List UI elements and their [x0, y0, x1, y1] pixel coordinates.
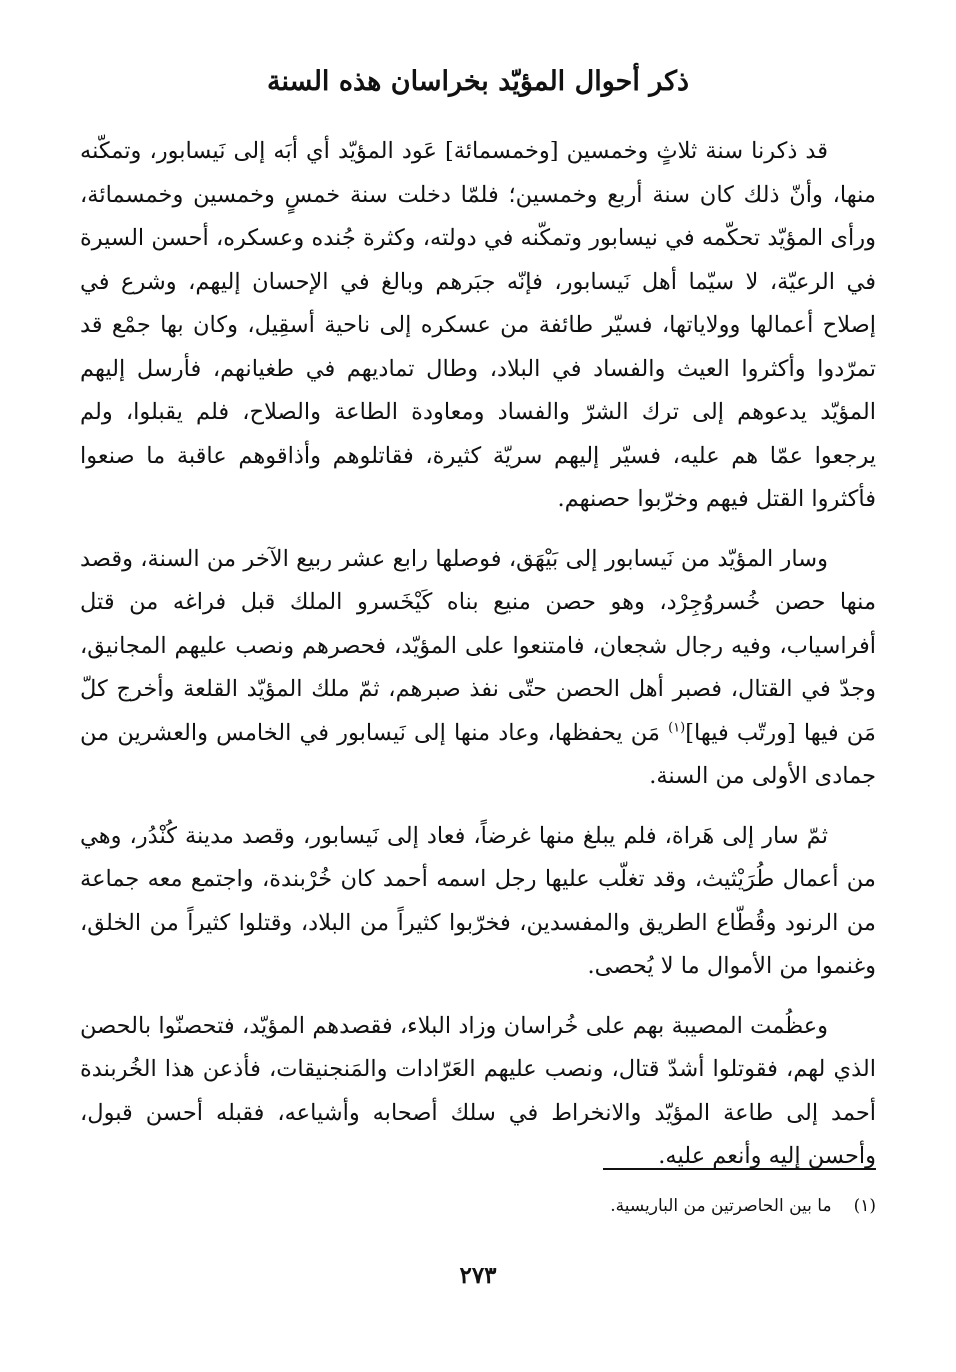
footnote-text: ما بين الحاصرتين من الباريسية.: [610, 1196, 832, 1216]
paragraph-2: [80, 538, 876, 799]
paragraph-1: [80, 130, 876, 522]
paragraph-3-text: ثمّ سار إلى هَراة، فلم يبلغ منها غرضاً، فعاد إلى نَيسابور، وقصد مدينة كُنْدُر، وهي من أعمال طُرَيْثيث، وقد تغلّب عليها رجل اسمه أحمد كان خُرْبندة، واجتمع معه جماعة من الرنود وقُطّاع الطريق والمفسدين، فخرّبوا كثيراً من البلاد، وقتلوا كثيراً من الخلق، وغنموا من الأموال ما لا يُحصى.: [80, 822, 876, 979]
body-text: [80, 130, 876, 1195]
paragraph-3: [80, 815, 876, 989]
paragraph-2-text: وسار المؤيّد من نَيسابور إلى بَيْهَق، فوصلها رابع عشر ربيع الآخر من السنة، وقصد منها حصن خُسروُجِرْد، وهو حصن منيع بناه كَيْخَسرو الملك قبل فراغه من قتل أفراسياب، وفيه رجال شجعان، فامتنعوا على المؤيّد، فحصرهم ونصب عليهم المجانيق، وجدّ في القتال، فصبر أهل الحصن حتّى نفذ صبرهم، ثمّ ملك المؤيّد القلعة وأخرج كلّ مَن فيها [ورتّب فيها]: [80, 545, 876, 746]
section-title: ذكر أحوال المؤيّد بخراسان هذه السنة: [266, 66, 690, 97]
footnote-marker: (١): [853, 1196, 876, 1216]
paragraph-4-text: وعظُمت المصيبة بهم على خُراسان وزاد البلاء، فقصدهم المؤيّد، فتحصنّوا بالحصن الذي لهم، فقوتلوا أشدّ قتال، ونصب عليهم العَرّادات والمَنجنيقات، فأذعن هذا الخُربندة أحمد إلى طاعة المؤيّد والانخراط في سلك أصحابه وأشياعه، فقبله أحسن قبول، وأحسن إليه وأنعم عليه.: [80, 1012, 876, 1169]
paragraph-2-text-continued: مَن يحفظها، وعاد منها إلى نَيسابور في الخامس والعشرين من جمادى الأولى من السنة.: [80, 719, 876, 789]
footnote-divider: [603, 1168, 876, 1170]
paragraph-1-text: قد ذكرنا سنة ثلاثٍ وخمسين [وخمسمائة] عَود المؤيّد أي أبَه إلى نَيسابور، وتمكّنه منها، وأنّ ذلك كان سنة أربع وخمسين؛ فلمّا دخلت سنة خمسٍ وخمسين وخمسمائة، ورأى المؤيّد تحكّمه في نيسابور وتمكّنه في دولته، وكثرة جُنده وعسكره، أحسن السيرة في الرعيّة، لا سيّما أهل نَيسابور، فإنّه جبَرهم وبالغ في الإحسان إليهم، وشرع في إصلاح أعمالها وولاياتها، فسيّر طائفة من عسكره إلى ناحية أسقِيل، وكان بها جمْع قد تمرّدوا وأكثروا العيث والفساد في البلاد، وطال تماديهم في طغيانهم، فأرسل إليهم المؤيّد يدعوهم إلى ترك الشرّ والفساد ومعاودة الطاعة والصلاح، فلم يقبلوا، ولم يرجعوا عمّا هم عليه، فسيّر إليهم سريّة كثيرة، فقاتلوهم وأذاقوهم عاقبة ما صنعوا فأكثروا القتل فيهم وخرّبوا حصنهم.: [80, 138, 876, 512]
footnote-reference: (١): [668, 720, 686, 735]
paragraph-4: [80, 1005, 876, 1179]
page-number: ٢٧٣: [459, 1262, 497, 1289]
footnote: [276, 1192, 876, 1220]
